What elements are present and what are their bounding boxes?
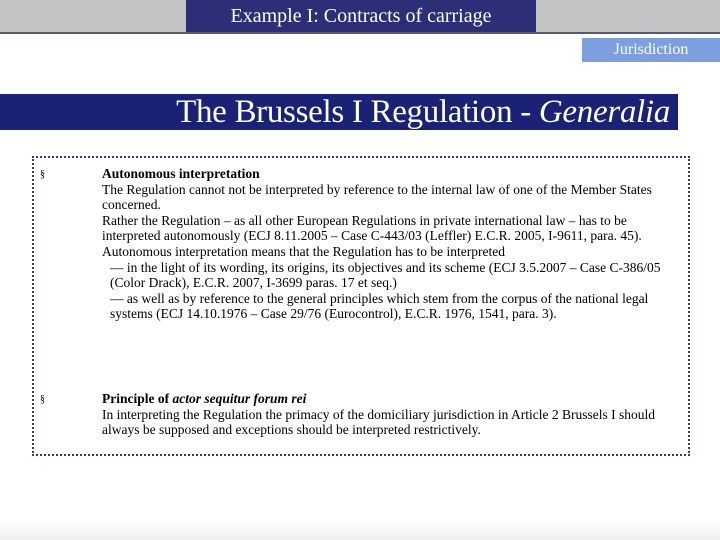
item-text-indented: — in the light of its wording, its origins, its objectives and its scheme (ECJ 3.5.2007 – Case C-386/05 (Color Drack), E.C.R. 2007, I-3699 paras. 17 et seq.)	[110, 259, 661, 291]
heading-bar	[0, 94, 678, 130]
bullet-icon: §	[40, 169, 45, 180]
item-text: Autonomous interpretation means that the Regulation has to be interpreted	[102, 243, 506, 259]
slide-series-title: Example I: Contracts of carriage	[186, 0, 536, 32]
footer-band	[0, 520, 720, 540]
item-title-italic: actor sequitur forum rei	[172, 391, 307, 406]
top-bar	[0, 0, 720, 34]
list-item-actor-sequitur	[102, 391, 680, 438]
section-tag: Jurisdiction	[582, 38, 720, 62]
item-title: Autonomous interpretation	[102, 166, 260, 181]
item-text: Rather the Regulation – as all other European Regulations in private international law – has to be interpreted autonomously (ECJ 8.11.2005 – Case C-443/03 (Leffler) E.C.R. 2005, I-9611, para. 45).	[102, 212, 642, 244]
item-text: In interpreting the Regulation the primacy of the domiciliary jurisdiction in Article 2 Brussels I should always be supposed and exceptions should be interpreted restrictively.	[102, 406, 656, 438]
item-text: The Regulation cannot not be interpreted by reference to the internal law of one of the Member States concerned.	[102, 181, 652, 213]
item-title	[102, 391, 680, 407]
item-text-indented: — as well as by reference to the general principles which stem from the corpus of the national legal systems (ECJ 14.10.1976 – Case 29/76 (Eurocontrol), E.C.R. 1976, 1541, para. 3).	[110, 290, 649, 322]
bullet-icon: §	[40, 394, 45, 405]
page-title-italic: Generalia	[538, 94, 670, 130]
list-item-autonomous-interpretation	[102, 166, 680, 322]
item-title-prefix: Principle of	[102, 391, 173, 406]
page-title	[176, 94, 670, 130]
page-title-main: The Brussels I Regulation -	[176, 94, 539, 130]
